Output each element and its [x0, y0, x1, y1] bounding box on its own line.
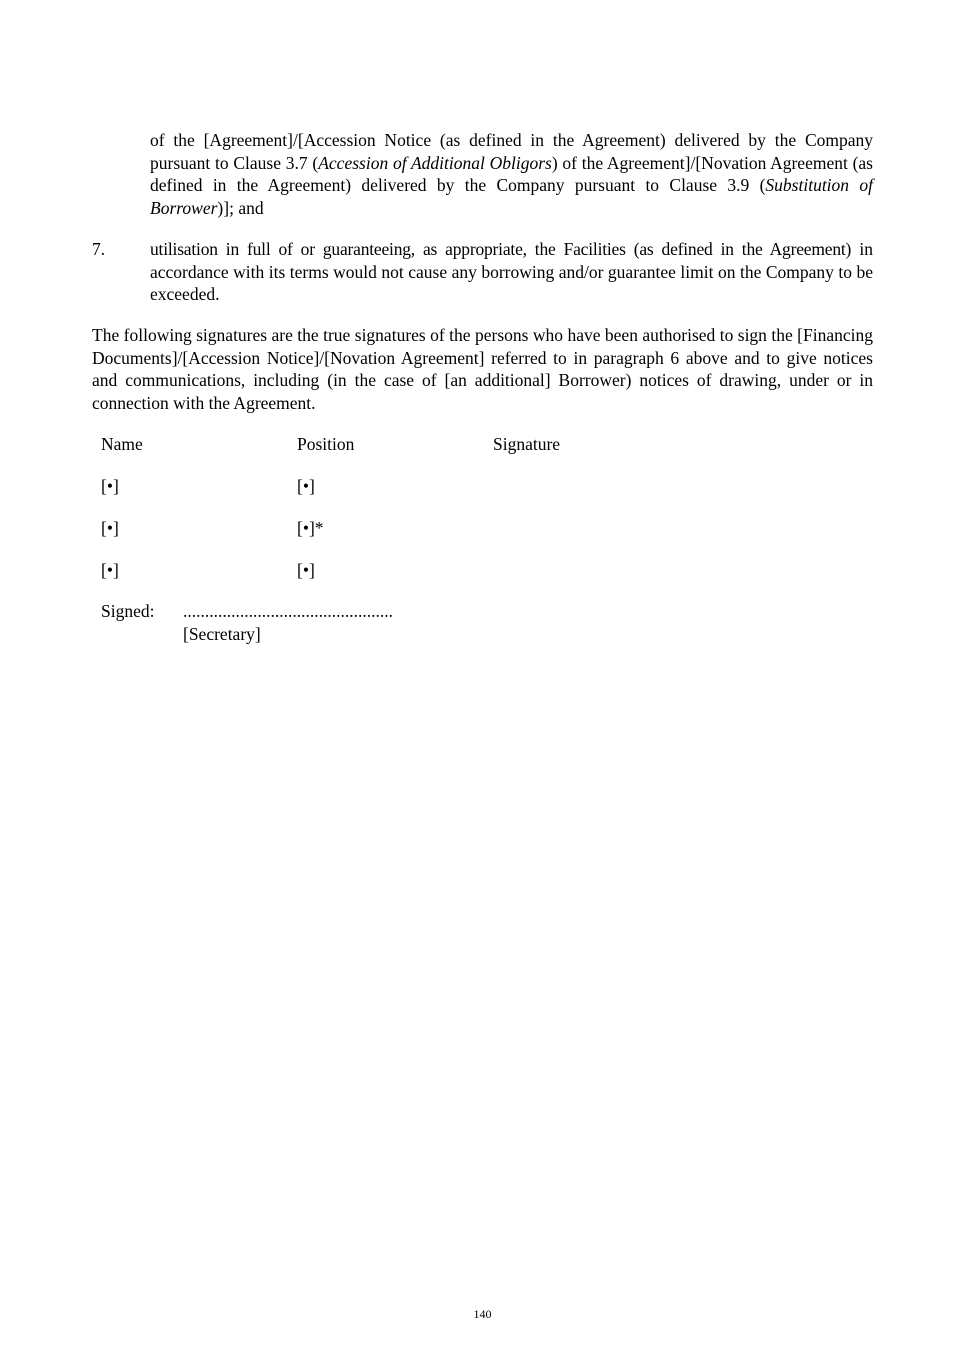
list-item-number: 7.: [92, 239, 106, 259]
signatory-role: [Secretary]: [183, 624, 261, 644]
row-position: [•]: [297, 560, 315, 580]
row-position: [•]: [297, 476, 315, 496]
signature-table: [101, 433, 701, 601]
continued-text-2: ) of the Agreement]/[Novation Agreement (as defined in the Agreement) delivered by the Company pursuant to Clause 3.9 (: [150, 152, 873, 195]
continued-text-3: )]; and: [217, 197, 264, 218]
row-name: [•]: [101, 476, 119, 496]
list-item-7: [92, 238, 873, 306]
table-row: [101, 475, 701, 517]
clause-title-accession: Accession of Additional Obligors: [318, 152, 552, 173]
signature-table-header: [101, 433, 701, 475]
page-number: 140: [473, 1307, 492, 1321]
table-row: [101, 559, 701, 601]
clause-title-substitution: Substitution of Borrower: [150, 175, 873, 218]
signed-label: Signed:: [101, 601, 155, 621]
header-name: Name: [101, 434, 143, 454]
header-signature: Signature: [493, 434, 561, 454]
list-item-text: [150, 238, 873, 306]
table-row: [101, 517, 701, 559]
continued-text-1: of the [Agreement]/[Accession Notice (as defined in the Agreement) delivered by the Company pursuant to Clause 3.7 (: [150, 130, 873, 173]
row-name: [•]: [101, 518, 119, 538]
continued-paragraph: [150, 129, 873, 219]
header-position: Position: [297, 434, 355, 454]
row-name: [•]: [101, 560, 119, 580]
signatures-paragraph: The following signatures are the true signatures of the persons who have been authorised to sign the [Financing Documents]/[Accession Notice]/[Novation Agreement] referred to in paragraph 6 above and to give notices and communications, including (in the case of [an additional] Borrower) notices of drawing, under or in connection with the Agreement.: [92, 325, 873, 413]
row-position: [•]*: [297, 518, 324, 538]
list-item-text-line1: utilisation in full of or guaranteeing, as appropriate, the Facilities (as defined in the Agreement): [150, 239, 852, 259]
list-item-text-rest: in accordance with its terms would not cause any borrowing and/or guarantee limit on the Company to be exceeded.: [150, 239, 873, 304]
signature-line: ................................................: [183, 601, 393, 621]
